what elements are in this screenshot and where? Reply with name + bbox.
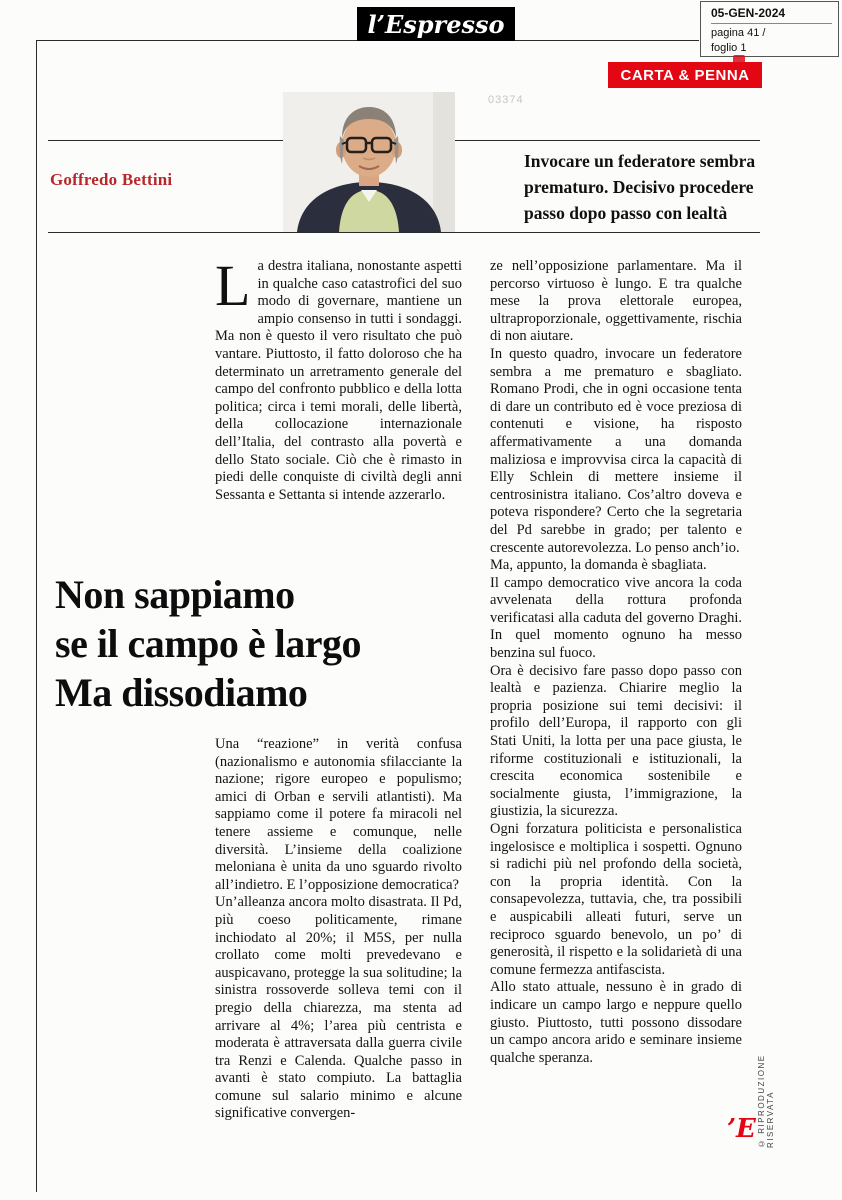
headline-line: Ma dissodiamo bbox=[55, 670, 308, 715]
body-paragraph: Ogni forzatura politicista e personalistica ingelosisce e moltiplica i sospetti. Ognuno si radichi più nel profondo della società, con la propria identità. Con la consapevolezza, tuttavia, che, tra possibili e auspicabili alleati futuri, serve un reciproco sguardo benevolo, un po’ di generosità, il rispetto e la solidarietà di una comune fermezza antifascista. bbox=[490, 821, 742, 978]
section-banner: CARTA & PENNA bbox=[608, 62, 762, 88]
article-headline bbox=[55, 570, 485, 717]
drop-cap: L bbox=[215, 253, 251, 318]
rule-below-byline bbox=[48, 232, 760, 233]
body-paragraph: Allo stato attuale, nessuno è in grado di indicare un campo largo e neppure quello giusto. Piuttosto, tutti possono dissodare un campo ancora arido e seminare insieme qualche speranza. bbox=[490, 979, 742, 1066]
author-portrait-illustration bbox=[283, 92, 455, 232]
page-info-box bbox=[700, 1, 839, 57]
issue-date: 05-GEN-2024 bbox=[711, 6, 832, 24]
body-paragraph: Ma, appunto, la domanda è sbagliata. bbox=[490, 557, 707, 574]
body-paragraph: In questo quadro, invocare un federatore sembra a me prematuro e sbagliato. Romano Prodi, che in ogni occasione tenta di dare un contributo ed è voce preziosa di contenuti e visione, ha risposto affermativamente a una domanda maliziosa e improvvisa circa la capacità di Elly Schlein di mettere insieme il centrosinistra italiano. Cos’altro doveva e poteva rispondere? Certo che la segretaria del Pd sarebbe in grado; per talento e crescente autorevolezza. Lo penso anch’io. bbox=[490, 345, 742, 556]
body-paragraph: Un’alleanza ancora molto disastrata. Il Pd, più coeso politicamente, rimane inchiodato al 20%; il M5S, per nulla crollato come molti prevedevano e auspicavano, protegge la sua solitudine; la sinistra rossoverde solleva temi con il pregio della chiarezza, ma stenta ad arrivare al 4%; l’area più centrista e moderata è attraversata dalla guerra civile tra Renzi e Calenda. Qualche passo in avanti è stato compiuto. La battaglia comune sul salario minimo e alcune significative convergen- bbox=[215, 894, 462, 1122]
page-number: pagina 41 / bbox=[711, 27, 766, 39]
espresso-logo: l’Espresso bbox=[357, 7, 515, 41]
copyright-notice: © RIPRODUZIONE RISERVATA bbox=[757, 1054, 775, 1148]
intro-text: a destra italiana, nonostante aspetti in qualche caso catastrofici del suo modo di governare, mantiene un ampio consenso in tutti i sondaggi. Ma non è questo il vero risultato che può vantare. Piuttosto, il fatto doloroso che ha determinato un arretramento generale del campo del confronto pubblico e della lotta politica; circa i temi morali, delle libertà, della collocazione internazionale dell’Italia, del contrasto alla povertà e dello Stato sociale. Ciò che è rimasto in piedi delle conquiste di civiltà degli anni Sessanta e Settanta si intende azzerarlo. bbox=[215, 258, 462, 503]
intro-paragraph bbox=[215, 253, 462, 504]
headline-line: Non sappiamo bbox=[55, 572, 295, 617]
body-paragraph: Il campo democratico vive ancora la coda avvelenata della rottura profonda verificatasi alla caduta del governo Draghi. In quel momento ognuno ha messo benzina sul fuoco. bbox=[490, 574, 742, 662]
article-column-1-top bbox=[215, 253, 462, 504]
body-paragraph: Ora è decisivo fare passo dopo passo con lealtà e pazienza. Chiarire meglio la propria posizione sui temi decisivi: il profilo dell’Europa, il rapporto con gli Stati Uniti, la lotta per una pace giusta, le riforme costituzionali e istituzionali, la crescita economica sostenibile e socialmente giusta, l’immigrazione, la giustizia, la sicurezza. bbox=[490, 662, 742, 820]
standfirst: Invocare un federatore sembra prematuro. Decisivo procedere passo dopo passo con lealtà bbox=[524, 151, 756, 223]
article-column-2 bbox=[490, 258, 742, 1067]
watermark-number: 03374 bbox=[488, 94, 524, 106]
article-column-1-bottom bbox=[215, 736, 462, 1123]
author-photo bbox=[283, 92, 455, 232]
frame-left-line bbox=[36, 40, 37, 1192]
body-paragraph: ze nell’opposizione parlamentare. Ma il percorso virtuoso è lungo. E tra qualche mese la prova elettorale europea, ultraproporzionale, oggettivamente, rischia di non aiutare. bbox=[490, 258, 742, 345]
author-name: Goffredo Bettini bbox=[50, 170, 173, 189]
espresso-end-mark: ’E bbox=[727, 1114, 756, 1144]
body-paragraph: Una “reazione” in verità confusa (nazionalismo e autonomia sfilacciante la nazione; rigore europeo e populismo; amici di Orban e servili atlantisti). Ma sappiamo come il potere fa miracoli nel tenere assieme e comunque, nelle diversità. L’insieme della coalizione meloniana è unita da uno sguardo rivolto all’indietro. E l’opposizione democratica? bbox=[215, 736, 462, 893]
sheet-number: foglio 1 bbox=[711, 42, 747, 54]
headline-line: se il campo è largo bbox=[55, 621, 361, 666]
